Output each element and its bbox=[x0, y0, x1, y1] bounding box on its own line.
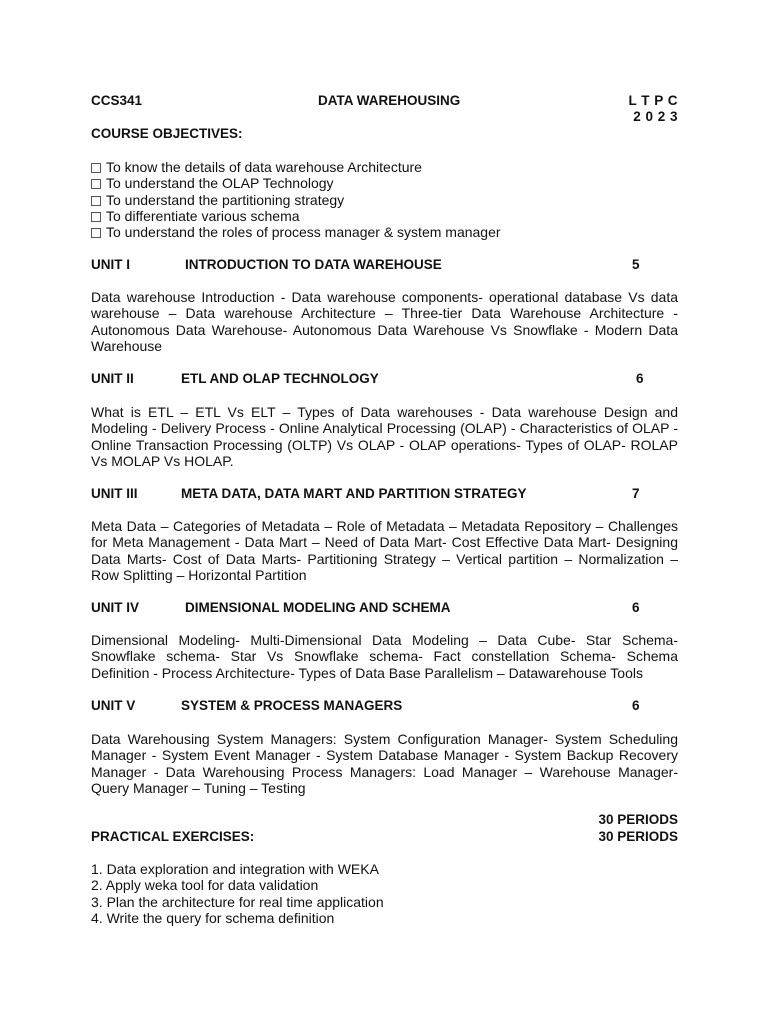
unit-4-hours: 6 bbox=[632, 600, 640, 615]
unit-5-label: UNIT V bbox=[91, 698, 136, 713]
unit-3-hours: 7 bbox=[632, 486, 640, 501]
unit-1-title: INTRODUCTION TO DATA WAREHOUSE bbox=[185, 257, 442, 272]
objective-item: To differentiate various schema bbox=[91, 208, 678, 224]
ltpc-label: L T P C bbox=[628, 93, 678, 108]
objectives-heading: COURSE OBJECTIVES: bbox=[91, 126, 243, 141]
unit-4-title: DIMENSIONAL MODELING AND SCHEMA bbox=[185, 600, 451, 615]
course-title: DATA WAREHOUSING bbox=[318, 93, 461, 108]
unit-4-content: Dimensional Modeling- Multi-Dimensional Data Modeling – Data Cube- Star Schema- Snowflake schema- Star Vs Snowflake schema- Fact constellation Schema- Schema Definition - Process Architecture- Types of Data Base Parallelism – Datawarehouse Tools bbox=[91, 632, 678, 681]
checkbox-icon bbox=[91, 179, 101, 189]
practical-periods: 30 PERIODS bbox=[598, 829, 678, 844]
objective-item: To know the details of data warehouse Architecture bbox=[91, 159, 678, 175]
objective-item: To understand the roles of process manager & system manager bbox=[91, 224, 678, 240]
ltpc-values: 2 0 2 3 bbox=[633, 109, 678, 124]
practical-item: 2. Apply weka tool for data validation bbox=[91, 877, 319, 894]
unit-5-hours: 6 bbox=[632, 698, 640, 713]
practical-list bbox=[91, 861, 678, 926]
practical-heading: PRACTICAL EXERCISES: bbox=[91, 829, 255, 844]
objectives-list bbox=[91, 159, 678, 240]
checkbox-icon bbox=[91, 163, 101, 173]
objective-item: To understand the OLAP Technology bbox=[91, 175, 678, 191]
unit-2-label: UNIT II bbox=[91, 371, 134, 386]
unit-1-hours: 5 bbox=[632, 257, 640, 272]
unit-5-title: SYSTEM & PROCESS MANAGERS bbox=[181, 698, 403, 713]
theory-periods: 30 PERIODS bbox=[598, 812, 678, 827]
checkbox-icon bbox=[91, 212, 101, 222]
checkbox-icon bbox=[91, 228, 101, 238]
objective-item: To understand the partitioning strategy bbox=[91, 192, 678, 208]
practical-item: 1. Data exploration and integration with WEKA bbox=[91, 861, 379, 877]
practical-item: 4. Write the query for schema definition bbox=[91, 909, 335, 926]
unit-1-label: UNIT I bbox=[91, 257, 130, 272]
unit-2-content: What is ETL – ETL Vs ELT – Types of Data warehouses - Data warehouse Design and Modeling - Delivery Process - Online Analytical Processing (OLAP) - Characteristics of OLAP - Online Transaction Processing (OLTP) Vs OLAP - OLAP operations- Types of OLAP- ROLAP Vs MOLAP Vs HOLAP. bbox=[91, 404, 678, 469]
unit-2-hours: 6 bbox=[636, 371, 644, 386]
unit-5-content: Data Warehousing System Managers: System Configuration Manager- System Scheduling Manager - System Event Manager - System Database Manager - System Backup Recovery Manager - Data Warehousing Process Managers: Load Manager – Warehouse Manager- Query Manager – Tuning – Testing bbox=[91, 731, 678, 796]
course-code: CCS341 bbox=[91, 93, 143, 108]
unit-2-title: ETL AND OLAP TECHNOLOGY bbox=[181, 371, 379, 386]
unit-3-label: UNIT III bbox=[91, 486, 138, 501]
unit-1-content: Data warehouse Introduction - Data warehouse components- operational database Vs data warehouse – Data warehouse Architecture – Three-tier Data Warehouse Architecture - Autonomous Data Warehouse- Autonomous Data Warehouse Vs Snowflake - Modern Data Warehouse bbox=[91, 289, 678, 354]
unit-4-label: UNIT IV bbox=[91, 600, 140, 615]
unit-3-content: Meta Data – Categories of Metadata – Role of Metadata – Metadata Repository – Challenges for Meta Management - Data Mart – Need of Data Mart- Cost Effective Data Mart- Designing Data Marts- Cost of Data Marts- Partitioning Strategy – Vertical partition – Normalization – Row Splitting – Horizontal Partition bbox=[91, 518, 678, 583]
checkbox-icon bbox=[91, 196, 101, 206]
unit-3-title: META DATA, DATA MART AND PARTITION STRATEGY bbox=[181, 486, 527, 501]
practical-item: 3. Plan the architecture for real time application bbox=[91, 893, 384, 910]
